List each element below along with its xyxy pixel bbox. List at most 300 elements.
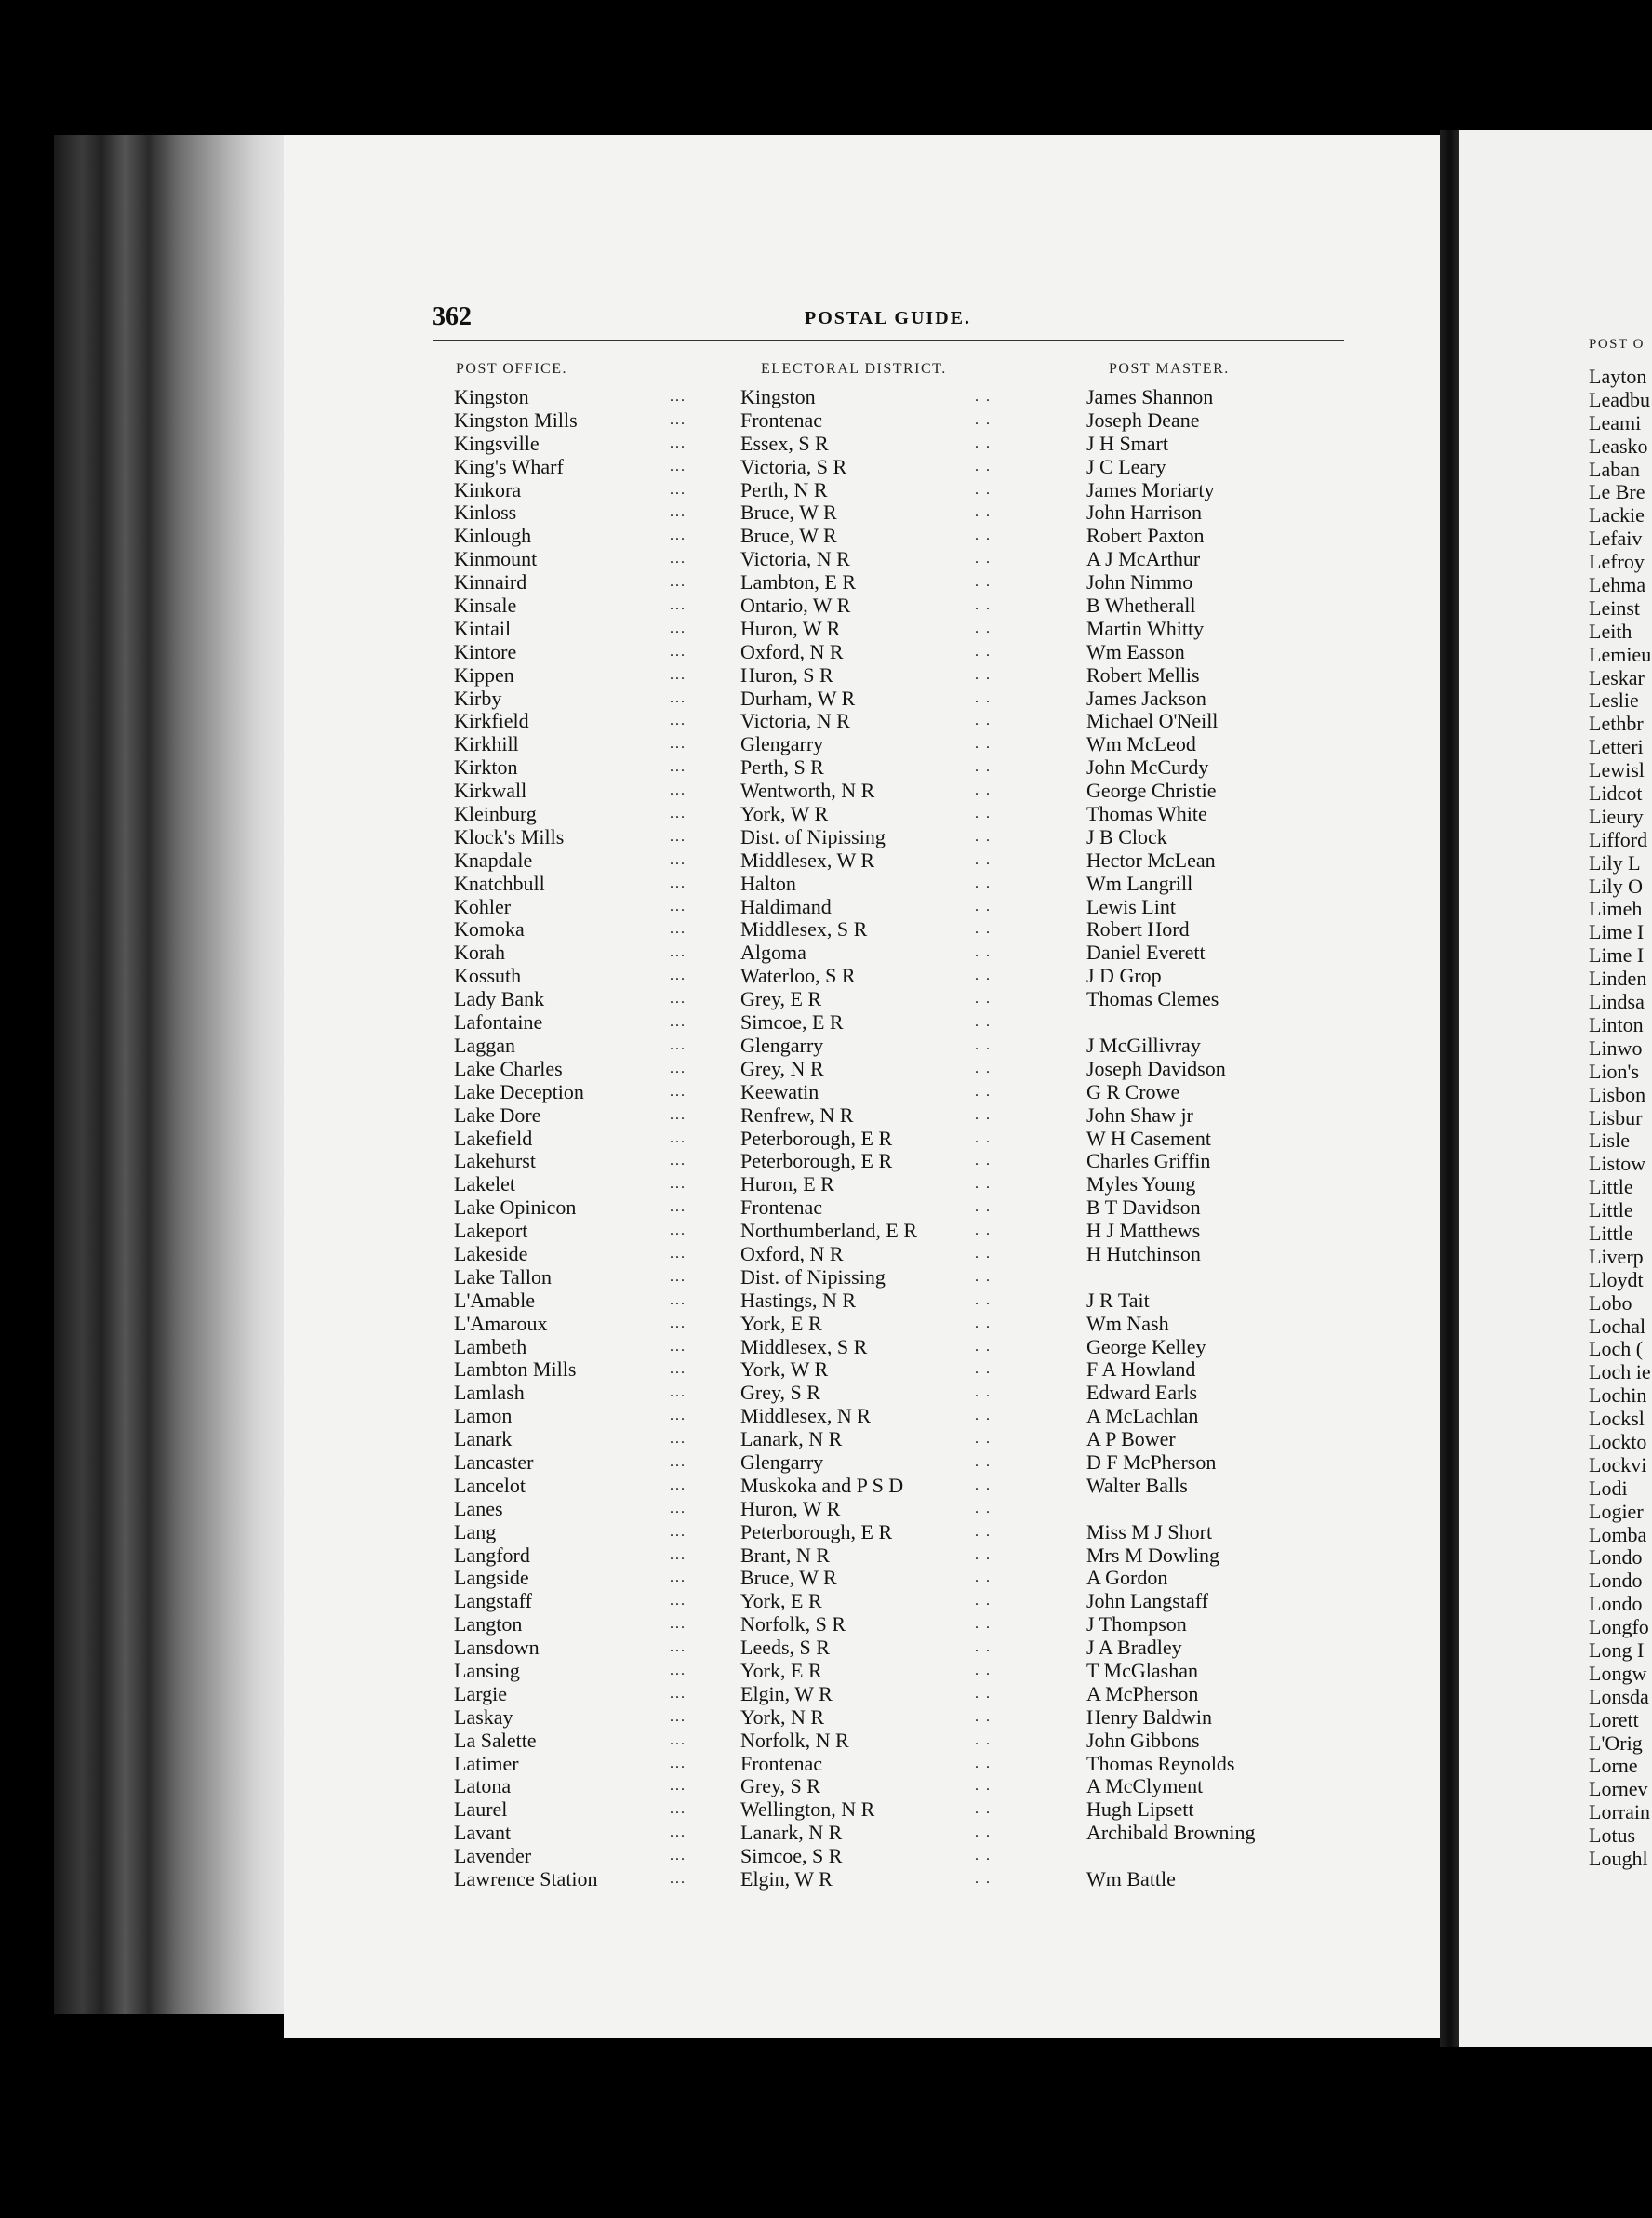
table-row	[454, 1868, 1403, 1891]
table-row	[454, 1382, 1403, 1405]
post-office-name: Lansdown	[454, 1636, 540, 1660]
right-page-list-item: Lotus	[1589, 1824, 1636, 1848]
leader-dots: ...	[670, 528, 686, 544]
right-page-list-item: L'Orig	[1589, 1731, 1643, 1755]
post-office-name: Latona	[454, 1774, 512, 1798]
table-row	[454, 1104, 1403, 1128]
right-page-list-item: Lefaiv	[1589, 528, 1643, 551]
electoral-district: Grey, E R	[740, 987, 822, 1011]
right-page-list-item: Liverp	[1589, 1245, 1644, 1268]
table-row	[454, 1289, 1403, 1313]
leader-dots: ...	[670, 1848, 686, 1864]
leader-dots: . .	[975, 1291, 992, 1308]
table-row	[454, 1613, 1403, 1637]
post-master-name: T McGlashan	[1086, 1658, 1198, 1682]
post-office-name: Lake Deception	[454, 1079, 584, 1103]
right-page-list-item: Lisle	[1589, 1129, 1630, 1153]
post-office-name: Kinkora	[454, 477, 522, 501]
leader-dots: . .	[975, 1708, 992, 1725]
table-row	[454, 548, 1403, 571]
electoral-district: Huron, W R	[740, 1496, 841, 1520]
leader-dots: . .	[975, 574, 992, 591]
right-page-list-item: Lifford	[1589, 828, 1648, 851]
electoral-district: Glengarry	[740, 1033, 824, 1057]
leader-dots: ...	[670, 875, 686, 891]
table-row	[454, 1220, 1403, 1243]
table-row	[454, 873, 1403, 896]
post-master-name: A McLachlan	[1086, 1404, 1199, 1428]
post-office-name: King's Wharf	[454, 454, 564, 478]
right-page-list-item: Long I	[1589, 1638, 1645, 1662]
leader-dots: ...	[670, 828, 686, 845]
post-master-name: W H Casement	[1086, 1126, 1212, 1150]
electoral-district: York, E R	[740, 1589, 822, 1613]
post-office-name: Kirkton	[454, 755, 518, 780]
table-row	[454, 641, 1403, 664]
leader-dots: ...	[670, 504, 686, 521]
table-row	[454, 1498, 1403, 1521]
post-master-name: John McCurdy	[1086, 755, 1209, 780]
post-office-name: Lamlash	[454, 1381, 525, 1405]
electoral-district: Kingston	[740, 385, 816, 408]
leader-dots: ...	[670, 434, 686, 451]
post-master-name: Wm Langrill	[1086, 871, 1193, 895]
electoral-district: Haldimand	[740, 894, 832, 918]
leader-dots: . .	[975, 944, 992, 961]
post-office-name: Korah	[454, 941, 505, 965]
leader-dots: ...	[670, 643, 686, 660]
post-master-name: Joseph Davidson	[1086, 1056, 1226, 1080]
table-row	[454, 1150, 1403, 1173]
leader-dots: ...	[670, 1778, 686, 1795]
table-row	[454, 618, 1403, 641]
leader-dots: ...	[670, 1453, 686, 1470]
post-master-name: Thomas White	[1086, 802, 1207, 826]
table-row	[454, 664, 1403, 688]
leader-dots: ...	[670, 389, 686, 405]
electoral-district: Norfolk, S R	[740, 1612, 846, 1637]
leader-dots: . .	[975, 1014, 992, 1031]
post-master-name: B T Davidson	[1086, 1196, 1201, 1220]
leader-dots: . .	[975, 1361, 992, 1378]
post-office-name: Lakeside	[454, 1241, 528, 1265]
post-office-name: Kleinburg	[454, 802, 537, 826]
electoral-district: Grey, N R	[740, 1056, 824, 1080]
book-gutter	[1440, 130, 1460, 2047]
electoral-district: Halton	[740, 871, 796, 895]
leader-dots: ...	[670, 1083, 686, 1100]
electoral-district: Lanark, N R	[740, 1427, 843, 1451]
electoral-district: Peterborough, E R	[740, 1149, 893, 1173]
electoral-district: Oxford, N R	[740, 639, 844, 663]
table-row	[454, 1451, 1403, 1475]
right-page-list-item: Leadbu	[1589, 388, 1650, 411]
right-page-list-item: Lodi	[1589, 1476, 1628, 1500]
table-row	[454, 688, 1403, 711]
leader-dots: ...	[670, 1500, 686, 1517]
right-page-list-item: Limeh	[1589, 898, 1643, 921]
table-row	[454, 409, 1403, 433]
table-row	[454, 1683, 1403, 1706]
post-master-name: George Kelley	[1086, 1334, 1206, 1358]
right-page-list-item: Lehma	[1589, 574, 1646, 597]
right-page-list-item: Loch (	[1589, 1338, 1644, 1361]
right-page-list-item: Leslie	[1589, 689, 1639, 713]
post-office-name: Laurel	[454, 1797, 508, 1822]
leader-dots: . .	[975, 1199, 992, 1216]
post-office-name: Lawrence Station	[454, 1867, 598, 1891]
leader-dots: . .	[975, 1245, 992, 1262]
post-office-name: Lakefield	[454, 1126, 533, 1150]
electoral-district: Victoria, N R	[740, 547, 850, 571]
post-office-name: Lansing	[454, 1658, 520, 1682]
electoral-district: Peterborough, E R	[740, 1519, 893, 1543]
right-page-list-item: Lefroy	[1589, 551, 1645, 574]
electoral-district: Northumberland, E R	[740, 1219, 918, 1243]
table-row	[454, 710, 1403, 733]
electoral-district: Glengarry	[740, 1450, 824, 1474]
right-page-list-item: Lomba	[1589, 1523, 1647, 1546]
leader-dots: . .	[975, 898, 992, 915]
electoral-district: Renfrew, N R	[740, 1102, 854, 1127]
leader-dots: . .	[975, 1315, 992, 1331]
post-master-name: George Christie	[1086, 779, 1217, 803]
post-office-name: Kintore	[454, 639, 517, 663]
leader-dots: ...	[670, 620, 686, 636]
table-row	[454, 1196, 1403, 1220]
post-master-name: Walter Balls	[1086, 1473, 1188, 1497]
right-page-list-item: Lewisl	[1589, 759, 1645, 782]
post-master-name: H Hutchinson	[1086, 1241, 1201, 1265]
leader-dots: ...	[670, 1408, 686, 1424]
right-page-list-item: Lime I	[1589, 944, 1645, 968]
post-master-name: A Gordon	[1086, 1566, 1168, 1590]
leader-dots: ...	[670, 1176, 686, 1193]
leader-dots: . .	[975, 1848, 992, 1864]
right-page-list-item: Linwo	[1589, 1036, 1643, 1060]
table-row	[454, 1637, 1403, 1660]
post-office-name: Kinnaird	[454, 570, 527, 595]
electoral-district: Muskoka and P S D	[740, 1473, 904, 1497]
electoral-district: Peterborough, E R	[740, 1126, 893, 1150]
post-office-name: Klock's Mills	[454, 824, 565, 848]
electoral-district: Huron, E R	[740, 1172, 834, 1196]
leader-dots: ...	[670, 736, 686, 753]
right-page-list-item: Lloydt	[1589, 1268, 1644, 1291]
leader-dots: ...	[670, 713, 686, 729]
electoral-district: York, E R	[740, 1311, 822, 1335]
electoral-district: Simcoe, E R	[740, 1010, 844, 1035]
electoral-district: Frontenac	[740, 1196, 822, 1220]
electoral-district: Bruce, W R	[740, 524, 837, 548]
right-page-list	[1589, 366, 1652, 1871]
electoral-district: Bruce, W R	[740, 1566, 837, 1590]
leader-dots: . .	[975, 968, 992, 984]
post-master-name: Edward Earls	[1086, 1381, 1198, 1405]
leader-dots: . .	[975, 1223, 992, 1239]
leader-dots: . .	[975, 1593, 992, 1610]
leader-dots: . .	[975, 1685, 992, 1702]
table-row	[454, 1011, 1403, 1035]
electoral-district: Grey, S R	[740, 1381, 820, 1405]
post-office-name: Lang	[454, 1519, 497, 1543]
post-master-name: J C Leary	[1086, 454, 1166, 478]
electoral-district: Victoria, S R	[740, 454, 847, 478]
leader-dots: . .	[975, 1778, 992, 1795]
post-master-name: Wm Nash	[1086, 1311, 1169, 1335]
table-row	[454, 1313, 1403, 1336]
electoral-district: York, N R	[740, 1704, 825, 1729]
right-page-list-item: Little	[1589, 1199, 1633, 1223]
post-office-name: Komoka	[454, 917, 525, 942]
leader-dots: . .	[975, 597, 992, 614]
electoral-district: Hastings, N R	[740, 1288, 857, 1312]
post-office-name: Largie	[454, 1681, 508, 1705]
right-page-list-item: Le Bre	[1589, 481, 1645, 504]
right-page-list-item: Loch ie	[1589, 1361, 1651, 1384]
leader-dots: . .	[975, 991, 992, 1008]
post-master-name: Lewis Lint	[1086, 894, 1176, 918]
leader-dots: . .	[975, 689, 992, 706]
leader-dots: ...	[670, 921, 686, 938]
leader-dots: ...	[670, 991, 686, 1008]
leader-dots: . .	[975, 828, 992, 845]
right-page-list-item: Linden	[1589, 968, 1647, 991]
table-row	[454, 1730, 1403, 1753]
leader-dots: ...	[670, 1431, 686, 1448]
table-row	[454, 456, 1403, 479]
post-master-name: John Gibbons	[1086, 1728, 1200, 1752]
table-row	[454, 1567, 1403, 1590]
post-master-name: A McClyment	[1086, 1774, 1204, 1798]
leader-dots: ...	[670, 1731, 686, 1748]
table-row	[454, 849, 1403, 873]
leader-dots: . .	[975, 782, 992, 799]
post-office-name: L'Amaroux	[454, 1311, 548, 1335]
post-master-name: Robert Paxton	[1086, 524, 1205, 548]
electoral-district: Middlesex, S R	[740, 1334, 868, 1358]
electoral-district: Huron, W R	[740, 616, 841, 640]
leader-dots: . .	[975, 1523, 992, 1540]
electoral-district: Dist. of Nipissing	[740, 824, 886, 848]
post-office-name: Kintail	[454, 616, 512, 640]
leader-dots: ...	[670, 1106, 686, 1123]
table-row	[454, 433, 1403, 456]
leader-dots: . .	[975, 1500, 992, 1517]
post-master-name: Henry Baldwin	[1086, 1704, 1213, 1729]
post-master-name: John Nimmo	[1086, 570, 1193, 595]
right-page-list-item: Londo	[1589, 1593, 1643, 1616]
post-master-name: D F McPherson	[1086, 1450, 1217, 1474]
right-page-list-item: Letteri	[1589, 736, 1644, 759]
right-page-list-item: Lornev	[1589, 1778, 1648, 1801]
leader-dots: . .	[975, 481, 992, 498]
right-page-list-item: Lidcot	[1589, 782, 1643, 806]
leader-dots: ...	[670, 689, 686, 706]
right-page-column-header: POST O	[1589, 337, 1645, 352]
table-row	[454, 733, 1403, 756]
leader-dots: ...	[670, 1662, 686, 1678]
post-office-name: Lafontaine	[454, 1010, 543, 1035]
leader-dots: ...	[670, 968, 686, 984]
table-row	[454, 595, 1403, 618]
table-row	[454, 1798, 1403, 1822]
leader-dots: . .	[975, 1801, 992, 1818]
right-page-list-item: Londo	[1589, 1570, 1643, 1593]
post-office-name: Kinloss	[454, 501, 517, 525]
right-page-list-item: Little	[1589, 1222, 1633, 1245]
leader-dots: ...	[670, 1199, 686, 1216]
post-master-name: James Moriarty	[1086, 477, 1215, 501]
leader-dots: . .	[975, 411, 992, 428]
leader-dots: ...	[670, 1546, 686, 1563]
leader-dots: . .	[975, 1384, 992, 1401]
leader-dots: ...	[670, 1708, 686, 1725]
right-page-list-item: Lochal	[1589, 1315, 1646, 1338]
post-office-name: Kohler	[454, 894, 512, 918]
leader-dots: ...	[670, 551, 686, 568]
table-row	[454, 826, 1403, 849]
table-row	[454, 1706, 1403, 1730]
table-row	[454, 1243, 1403, 1266]
leader-dots: ...	[670, 411, 686, 428]
table-row	[454, 571, 1403, 595]
right-page-list-item: Lisbon	[1589, 1083, 1646, 1106]
leader-dots: . .	[975, 1106, 992, 1123]
electoral-district: Brant, N R	[740, 1543, 830, 1567]
table-row	[454, 1822, 1403, 1845]
leader-dots: ...	[670, 1291, 686, 1308]
electoral-district: Ontario, W R	[740, 594, 851, 618]
right-page-list-item: Lorne	[1589, 1755, 1638, 1778]
leader-dots: . .	[975, 1476, 992, 1493]
leader-dots: ...	[670, 1223, 686, 1239]
leader-dots: ...	[670, 1060, 686, 1076]
leader-dots: ...	[670, 1824, 686, 1841]
leader-dots: ...	[670, 1245, 686, 1262]
leader-dots: ...	[670, 1476, 686, 1493]
table-row	[454, 1058, 1403, 1081]
page-header	[433, 302, 1344, 341]
right-page-list-item: Lily L	[1589, 851, 1641, 875]
table-row	[454, 1035, 1403, 1058]
electoral-district: Wellington, N R	[740, 1797, 875, 1822]
right-page-list-item: Lieury	[1589, 805, 1644, 828]
post-master-name: Martin Whitty	[1086, 616, 1205, 640]
table-row	[454, 918, 1403, 942]
post-office-name: Kingston	[454, 385, 529, 408]
electoral-district: Frontenac	[740, 1751, 822, 1775]
post-master-name: G R Crowe	[1086, 1079, 1180, 1103]
post-office-name: Lake Opinicon	[454, 1196, 577, 1220]
electoral-district: Victoria, N R	[740, 709, 850, 733]
leader-dots: . .	[975, 1060, 992, 1076]
post-office-name: Lambeth	[454, 1334, 527, 1358]
right-page-list-item: Locksl	[1589, 1408, 1645, 1431]
post-office-name: Lavender	[454, 1844, 532, 1868]
post-master-name: A P Bower	[1086, 1427, 1176, 1451]
post-master-name: Wm Battle	[1086, 1867, 1176, 1891]
leader-dots: . .	[975, 1824, 992, 1841]
leader-dots: . .	[975, 504, 992, 521]
post-master-name: James Jackson	[1086, 686, 1206, 710]
leader-dots: . .	[975, 851, 992, 868]
leader-dots: ...	[670, 898, 686, 915]
right-page-list-item: Leami	[1589, 411, 1642, 434]
post-office-name: Kirkwall	[454, 779, 527, 803]
leader-dots: . .	[975, 1546, 992, 1563]
post-office-name: Lakeport	[454, 1219, 528, 1243]
post-master-name: F A Howland	[1086, 1357, 1196, 1382]
right-page-list-item: Layton	[1589, 366, 1647, 388]
table-row	[454, 479, 1403, 502]
table-row	[454, 1336, 1403, 1359]
post-office-name: Kingston Mills	[454, 408, 578, 432]
leader-dots: ...	[670, 1153, 686, 1169]
electoral-district: Oxford, N R	[740, 1241, 844, 1265]
leader-dots: ...	[670, 574, 686, 591]
right-page-list-item: Lorrain	[1589, 1801, 1650, 1824]
post-master-name: Robert Hord	[1086, 917, 1190, 942]
post-office-name: La Salette	[454, 1728, 537, 1752]
electoral-district: Algoma	[740, 941, 806, 965]
post-master-name: Myles Young	[1086, 1172, 1196, 1196]
right-page-list-item: Longfo	[1589, 1616, 1649, 1639]
leader-dots: . .	[975, 528, 992, 544]
table-row	[454, 1590, 1403, 1613]
post-master-name: John Shaw jr	[1086, 1102, 1193, 1127]
electoral-district: Middlesex, N R	[740, 1404, 871, 1428]
electoral-district: Lanark, N R	[740, 1821, 843, 1845]
leader-dots: . .	[975, 1639, 992, 1656]
post-master-name: J Thompson	[1086, 1612, 1187, 1637]
post-master-name: Thomas Clemes	[1086, 987, 1219, 1011]
table-row	[454, 965, 1403, 988]
right-page-list-item: Lackie	[1589, 504, 1645, 528]
leader-dots: . .	[975, 1408, 992, 1424]
right-page-list-item: Londo	[1589, 1546, 1643, 1570]
table-row	[454, 1128, 1403, 1151]
leader-dots: ...	[670, 1616, 686, 1633]
post-office-name: Kinlough	[454, 524, 532, 548]
post-master-name: J A Bradley	[1086, 1636, 1182, 1660]
right-page-list-item: Lisbur	[1589, 1106, 1643, 1129]
electoral-district: Waterloo, S R	[740, 964, 856, 988]
leader-dots: . .	[975, 1570, 992, 1586]
leader-dots: . .	[975, 1176, 992, 1193]
right-page-list-item: Lockto	[1589, 1430, 1647, 1453]
right-page-list-item: Loughl	[1589, 1848, 1648, 1870]
leader-dots: ...	[670, 481, 686, 498]
table-row	[454, 1428, 1403, 1451]
table-row	[454, 942, 1403, 965]
electoral-district: Elgin, W R	[740, 1681, 833, 1705]
post-master-name: Hector McLean	[1086, 848, 1216, 872]
leader-dots: . .	[975, 1616, 992, 1633]
leader-dots: . .	[975, 1453, 992, 1470]
electoral-district: Essex, S R	[740, 431, 829, 455]
right-page-list-item: Little	[1589, 1176, 1633, 1199]
leader-dots: . .	[975, 620, 992, 636]
post-master-name: Wm Easson	[1086, 639, 1185, 663]
electoral-district: Lambton, E R	[740, 570, 857, 595]
right-page-list-item: Leinst	[1589, 596, 1640, 620]
column-header-post-master: POST MASTER.	[1109, 361, 1230, 377]
leader-dots: ...	[670, 1871, 686, 1887]
post-office-name: Knatchbull	[454, 871, 545, 895]
right-page-list-item: Lockvi	[1589, 1453, 1647, 1476]
leader-dots: . .	[975, 1755, 992, 1771]
